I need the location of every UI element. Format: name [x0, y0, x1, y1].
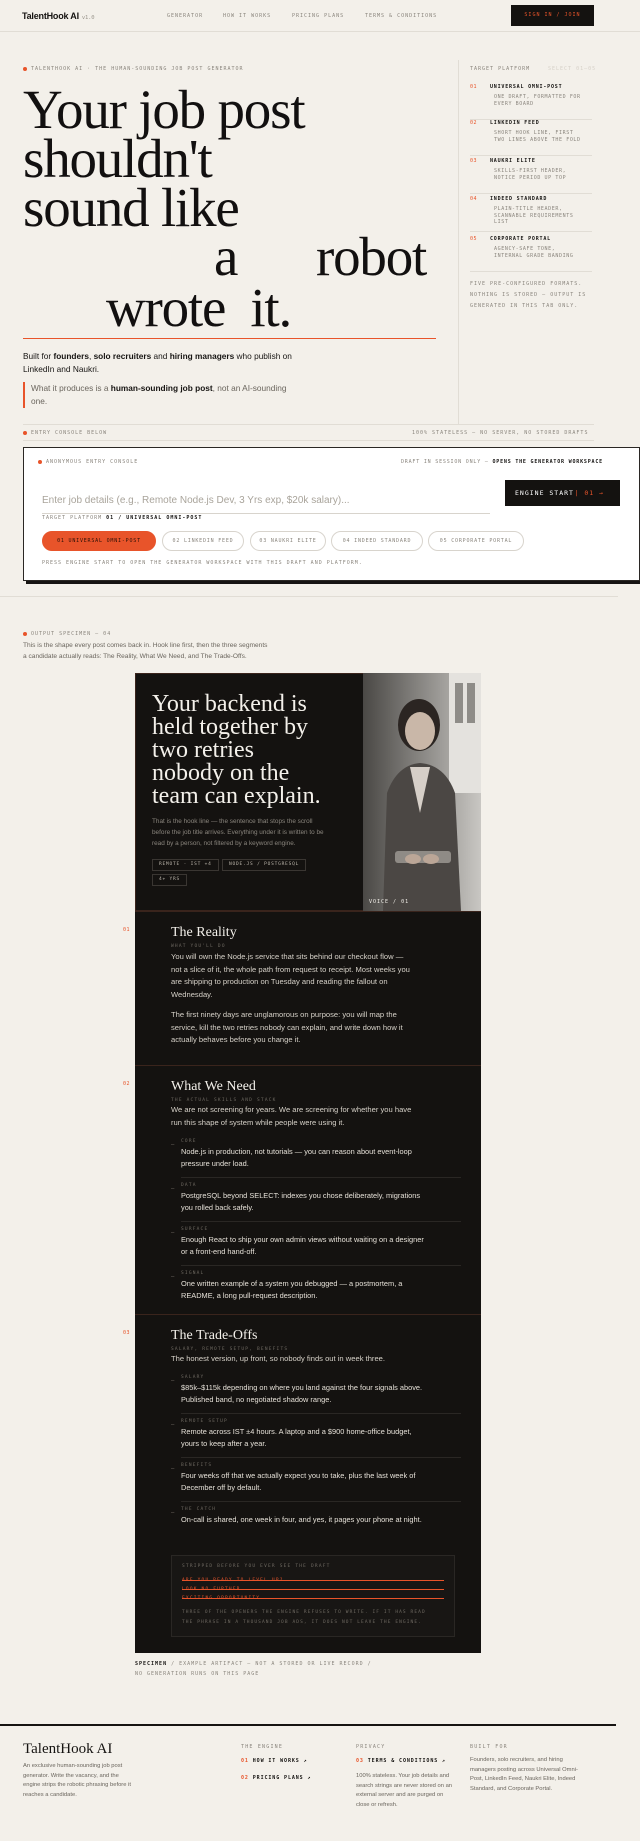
footer-desc-line: engine strips the robotic phrasing before it — [23, 1782, 131, 1788]
trade-num: 03 — [123, 1330, 131, 1336]
row-text — [181, 1426, 461, 1449]
row-text — [181, 1470, 461, 1493]
hero-divider — [23, 338, 436, 339]
section-divider — [135, 911, 481, 912]
output-desc-line: This is the shape every post comes back in. Hook line first, then the three segments — [23, 642, 268, 649]
need-intro — [171, 1104, 461, 1129]
platform-desc-line: SCANNABLE REQUIREMENTS — [494, 212, 574, 219]
dash-icon: – — [171, 1142, 175, 1148]
row-line: yours to keep after a year. — [181, 1438, 267, 1448]
platform-desc-line: ONE DRAFT, FORMATTED FOR — [494, 94, 581, 100]
nav-how-it-works[interactable]: HOW IT WORKS — [223, 13, 272, 19]
spec-row — [171, 1271, 461, 1301]
stripped-item — [182, 1576, 444, 1585]
target-label-text: TARGET PLATFORM — [42, 515, 103, 521]
platform-num: 04 — [470, 196, 478, 202]
brand-name: TalentHook AI — [22, 11, 79, 21]
row-line: pressure under load. — [181, 1158, 249, 1168]
trade-title: The Trade-Offs — [171, 1328, 258, 1343]
engine-start-num: | 01 → — [574, 489, 604, 497]
built-line: Founders, solo recruiters, and hiring — [470, 1757, 563, 1763]
platform-title: NAUKRI ELITE — [490, 158, 536, 164]
output-kicker — [23, 631, 111, 637]
console-state-bold: OPENS THE GENERATOR WORKSPACE — [492, 459, 603, 465]
privacy-line: search strings are never stored on an — [356, 1782, 453, 1789]
engine-start-button[interactable] — [505, 480, 620, 506]
spec-row — [171, 1183, 461, 1213]
headline-line: Your backend is — [152, 691, 307, 717]
caption-text-2: NO GENERATION RUNS ON THIS PAGE — [135, 1671, 260, 1677]
accent-dot-icon — [23, 632, 27, 636]
engine-start-label: ENGINE START — [515, 489, 574, 497]
row-label: THE CATCH — [181, 1507, 217, 1512]
strike-line — [182, 1589, 444, 1590]
hero-line-5 — [106, 277, 292, 338]
platform-title: LINKEDIN FEED — [490, 120, 540, 126]
footer-how-it-works[interactable] — [241, 1758, 308, 1764]
built-line: managers posting across Universal Omni- — [470, 1766, 578, 1773]
spec-row — [171, 1419, 461, 1449]
hero-line-1: Your job post — [23, 79, 305, 140]
intro-text: and — [151, 351, 170, 361]
reality-line: actually behaves before you change it. — [171, 1035, 301, 1044]
footer-privacy-heading: PRIVACY — [356, 1744, 386, 1750]
intro-text: , — [88, 351, 94, 361]
row-label: BENEFITS — [181, 1463, 213, 1468]
reality-line: not a slice of it, the whole path from request to receipt. Most weeks you — [171, 964, 410, 974]
brand-logo[interactable] — [22, 11, 94, 21]
job-details-input[interactable]: Enter job details (e.g., Remote Node.js Dev, 3 Yrs exp, $20k salary)... — [42, 488, 490, 514]
built-line: Post, LinkedIn Feed, Naukri Elite, Indeed — [470, 1776, 576, 1782]
intro-text: Built for — [23, 351, 54, 361]
spec-row — [171, 1139, 461, 1169]
stripped-box — [171, 1555, 455, 1637]
platform-num: 03 — [470, 158, 478, 164]
row-line: One written example of a system you debugged — a postmortem, a — [181, 1279, 403, 1288]
dash-icon: – — [171, 1230, 175, 1236]
spec-row — [171, 1227, 461, 1257]
stripped-title: STRIPPED BEFORE YOU EVER SEE THE DRAFT — [182, 1564, 331, 1569]
footer-engine-heading: THE ENGINE — [241, 1744, 284, 1750]
platform-desc — [494, 168, 594, 181]
hero-intro — [23, 350, 303, 376]
badge-remote: REMOTE · IST +4 — [152, 859, 219, 871]
console-title — [38, 459, 138, 465]
footer-desc-line: reaches a candidate. — [23, 1791, 77, 1798]
row-divider — [181, 1457, 461, 1458]
link-label: PRICING PLANS ↗ — [252, 1775, 312, 1781]
accent-dot-icon — [23, 67, 27, 71]
sidebar-note-line: GENERATED IN THIS TAB ONLY. — [470, 303, 579, 309]
headline-line: held together by — [152, 714, 308, 740]
strip-bottom-rule — [23, 440, 594, 441]
hook-note — [152, 816, 324, 849]
output-kicker-text: OUTPUT SPECIMEN — 04 — [31, 631, 112, 637]
stripped-item — [182, 1585, 444, 1594]
stripped-note-line: THE PHRASE IN A THOUSAND JOB ADS, IT DOES NOT LEAVE THE ENGINE. — [182, 1620, 422, 1625]
portrait-photo — [363, 673, 481, 911]
reality-line: service, kill the two retries nobody can explain, and write down how it — [171, 1022, 403, 1032]
stripped-list — [182, 1576, 444, 1603]
row-divider — [181, 1501, 461, 1502]
platform-option-04[interactable] — [470, 196, 592, 232]
footer-desc — [23, 1762, 131, 1800]
sidebar-note — [470, 279, 586, 312]
platform-num: 05 — [470, 236, 478, 242]
row-label: SALARY — [181, 1375, 205, 1380]
need-intro-line: We are not screening for years. We are screening for whether you have — [171, 1105, 412, 1114]
reality-title: The Reality — [171, 925, 237, 940]
nav-generator[interactable]: GENERATOR — [167, 13, 204, 19]
console-state-text: DRAFT IN SESSION ONLY — — [401, 459, 489, 465]
console-hint: PRESS ENGINE START TO OPEN THE GENERATOR WORKSPACE WITH THIS DRAFT AND PLATFORM. — [42, 560, 363, 566]
specimen-card — [123, 673, 481, 1653]
platform-desc-line: LIST — [494, 219, 509, 225]
headline-line: two retries — [152, 737, 254, 763]
dash-icon: – — [171, 1274, 175, 1280]
row-label: DATA — [181, 1183, 197, 1188]
reality-sub: WHAT YOU'LL DO — [171, 944, 226, 949]
portrait-illustration — [363, 673, 481, 911]
trade-sub: SALARY, REMOTE SETUP, BENEFITS — [171, 1347, 289, 1352]
row-text — [181, 1146, 461, 1169]
hero-line-4 — [0, 232, 436, 282]
target-value: 01 / UNIVERSAL OMNI-POST — [106, 515, 203, 521]
row-line: Enough React to ship your own admin views without waiting on a designer — [181, 1235, 424, 1244]
strike-line — [182, 1580, 444, 1581]
row-label: REMOTE SETUP — [181, 1419, 228, 1424]
footer-desc-line: generator. Write the vacancy, and the — [23, 1772, 119, 1779]
row-text — [181, 1514, 461, 1526]
sidebar-title: TARGET PLATFORM — [470, 66, 531, 72]
footer-built-heading: BUILT FOR — [470, 1744, 508, 1750]
row-text — [181, 1234, 461, 1257]
reality-line: Wednesday. — [171, 989, 213, 999]
platform-desc — [494, 206, 594, 226]
pill-corporate[interactable]: 05 CORPORATE PORTAL — [428, 531, 524, 551]
quote-text: , not an AI-sounding one. — [31, 383, 287, 406]
intro-solo-recruiters: solo recruiters — [93, 351, 152, 361]
intro-hiring-managers: hiring managers — [169, 351, 235, 361]
row-line: December off by default. — [181, 1482, 262, 1492]
reality-line: are shipping to production on Tuesday and reading the fallout on — [171, 977, 388, 986]
row-divider — [181, 1221, 461, 1222]
row-line: README, a long pull-request description. — [181, 1290, 318, 1300]
footer-rule — [0, 1724, 616, 1726]
link-num: 02 — [241, 1775, 249, 1781]
stripped-note-line: THREE OF THE OPENERS THE ENGINE REFUSES TO WRITE. IF IT HAS READ — [182, 1610, 426, 1615]
section-divider — [135, 1314, 481, 1315]
headline-line: team can explain. — [152, 783, 321, 809]
row-label: SURFACE — [181, 1227, 209, 1232]
nav-pricing[interactable]: PRICING PLANS — [292, 13, 345, 19]
platform-desc-line: EVERY BOARD — [494, 100, 534, 107]
strike-line — [182, 1598, 444, 1599]
hero-kicker-text: TALENTHOOK AI · THE HUMAN-SOUNDING JOB POST GENERATOR — [31, 66, 244, 72]
platform-option-02[interactable] — [470, 120, 592, 156]
hero-word-robot: robot — [316, 232, 427, 282]
privacy-line: 100% stateless. Your job details and — [356, 1773, 450, 1779]
platform-title: UNIVERSAL OMNI-POST — [490, 84, 563, 90]
badge-stack: NODE.JS / POSTGRESQL — [222, 859, 306, 871]
strip-top-rule — [23, 424, 594, 425]
footer-privacy-desc — [356, 1772, 452, 1810]
row-text — [181, 1382, 461, 1405]
platform-desc — [494, 130, 594, 143]
platform-desc — [494, 94, 594, 107]
spec-row — [171, 1507, 461, 1526]
output-desc-line: a candidate actually reads: The Reality, What We Need, and The Trade-Offs. — [23, 652, 247, 660]
photo-label: VOICE / 01 — [369, 899, 410, 905]
hero-word-it: it. — [250, 277, 292, 338]
dash-icon: – — [171, 1186, 175, 1192]
platform-desc-line: SKILLS-FIRST HEADER, — [494, 168, 567, 174]
sidebar-meta: SELECT 01–05 — [548, 66, 597, 72]
platform-num: 02 — [470, 120, 478, 126]
platform-desc-line: TWO LINES ABOVE THE FOLD — [494, 136, 581, 143]
row-label: CORE — [181, 1139, 197, 1144]
top-nav — [0, 0, 640, 32]
platform-title: INDEED STANDARD — [490, 196, 548, 202]
footer-desc-line: An exclusive human-sounding job post — [23, 1763, 123, 1769]
need-intro-line: run this shape of system while people were using it. — [171, 1117, 345, 1127]
footer-pricing[interactable] — [241, 1775, 311, 1781]
link-label: TERMS & CONDITIONS ↗ — [367, 1758, 446, 1764]
version-label: v1.0 — [81, 15, 95, 21]
quote-bar — [23, 382, 25, 408]
row-line: Published band, no negotiated shadow range. — [181, 1394, 332, 1404]
platform-desc-line: PLAIN-TITLE HEADER, — [494, 206, 563, 212]
hook-note-line: That is the hook line — the sentence that stops the scroll — [152, 818, 313, 825]
sidebar-note-line: NOTHING IS STORED — OUTPUT IS — [470, 292, 587, 298]
row-divider — [181, 1177, 461, 1178]
privacy-line: close or refresh. — [356, 1801, 398, 1808]
hero-quote — [31, 382, 293, 408]
link-label: HOW IT WORKS ↗ — [252, 1758, 308, 1764]
platform-desc-line: AGENCY-SAFE TONE, — [494, 246, 556, 252]
platform-desc — [494, 246, 594, 259]
need-num: 02 — [123, 1081, 131, 1087]
intro-text: who publish on LinkedIn and Naukri. — [23, 351, 292, 374]
target-platform-label — [42, 515, 202, 521]
pill-universal[interactable]: 01 UNIVERSAL OMNI-POST — [42, 531, 156, 551]
intro-founders: founders — [53, 351, 89, 361]
stripped-item — [182, 1594, 444, 1603]
row-line: or a front-end hand-off. — [181, 1246, 257, 1256]
platform-option-05[interactable] — [470, 236, 592, 272]
specimen-headline — [152, 693, 321, 808]
row-divider — [181, 1265, 461, 1266]
reality-p1 — [171, 951, 461, 1001]
platform-title: CORPORATE PORTAL — [490, 236, 551, 242]
hero-word-wrote: wrote — [106, 277, 226, 338]
link-num: 01 — [241, 1758, 249, 1764]
hero-kicker — [23, 66, 244, 72]
row-line: you rolled back safely. — [181, 1202, 254, 1212]
row-line: Remote across IST ±4 hours. A laptop and a $900 home-office budget, — [181, 1427, 412, 1436]
platform-num: 01 — [470, 84, 478, 90]
console-title-text: ANONYMOUS ENTRY CONSOLE — [46, 459, 139, 465]
pill-linkedin[interactable]: 02 LINKEDIN FEED — [162, 531, 244, 551]
hook-note-line: before the job title arrives. Everything under it is written to be — [152, 829, 324, 836]
output-desc — [23, 641, 267, 662]
row-divider — [181, 1413, 461, 1414]
strip-right: 100% STATELESS — NO SERVER, NO STORED DRAFTS — [412, 430, 589, 436]
strip-left — [23, 430, 107, 436]
row-text — [181, 1190, 461, 1213]
accent-dot-icon — [38, 460, 42, 464]
reality-p2 — [171, 1009, 461, 1047]
footer-terms[interactable] — [356, 1758, 446, 1764]
footer-built-desc — [470, 1756, 578, 1794]
dash-icon: – — [171, 1510, 175, 1516]
nav-terms[interactable]: TERMS & CONDITIONS — [365, 13, 438, 19]
accent-dot-icon — [23, 431, 27, 435]
row-line: On-call is shared, one week in four, and yes, it pages your phone at night. — [181, 1515, 422, 1524]
row-text — [181, 1278, 461, 1301]
console-state — [401, 459, 603, 465]
stripped-note — [182, 1608, 426, 1628]
hero-line-3: sound like — [23, 177, 239, 238]
reality-num: 01 — [123, 927, 131, 933]
row-line: PostgreSQL beyond SELECT: indexes you chose deliberately, migrations — [181, 1191, 421, 1200]
spec-row — [171, 1463, 461, 1493]
console-bottom-rule — [0, 596, 618, 597]
caption-text: / EXAMPLE ARTIFACT — NOT A STORED OR LIVE RECORD / — [171, 1661, 372, 1667]
built-line: Standard, and Corporate Portal. — [470, 1785, 553, 1792]
platform-desc-line: INTERNAL GRADE BANDING — [494, 252, 574, 259]
headline-line: nobody on the — [152, 760, 290, 786]
need-sub: THE ACTUAL SKILLS AND STACK — [171, 1098, 277, 1103]
sidebar-divider — [458, 60, 459, 424]
platform-option-03[interactable] — [470, 158, 592, 194]
strip-left-text: ENTRY CONSOLE BELOW — [31, 430, 108, 436]
dash-icon: – — [171, 1466, 175, 1472]
hero-word-a: a — [214, 232, 238, 282]
badge-years: 4+ YRS — [152, 874, 187, 886]
pill-indeed[interactable]: 04 INDEED STANDARD — [331, 531, 423, 551]
entry-console — [23, 447, 640, 581]
sidebar-note-line: FIVE PRE-CONFIGURED FORMATS. — [470, 281, 583, 287]
dash-icon: – — [171, 1378, 175, 1384]
quote-text: What it produces is a — [31, 383, 111, 393]
row-label: SIGNAL — [181, 1271, 205, 1276]
trade-intro: The honest version, up front, so nobody finds out in week three. — [171, 1354, 386, 1363]
reality-line: The first ninety days are unglamorous on purpose: you will map the — [171, 1010, 397, 1019]
specimen-caption — [135, 1659, 372, 1679]
pill-naukri[interactable]: 03 NAUKRI ELITE — [250, 531, 326, 551]
dash-icon: – — [171, 1422, 175, 1428]
row-line: Node.js in production, not tutorials — you can reason about event-loop — [181, 1147, 412, 1156]
platform-desc-line: SHORT HOOK LINE, FIRST — [494, 130, 574, 136]
section-divider — [135, 1065, 481, 1066]
footer-brand[interactable]: TalentHook AI — [23, 1741, 113, 1757]
link-num: 03 — [356, 1758, 364, 1764]
hook-note-line: read by a person, not filtered by a keyword engine. — [152, 840, 296, 847]
row-line: $85k–$115k depending on where you land against the four signals above. — [181, 1383, 423, 1392]
row-line: Four weeks off that we actually expect you to take, plus the last week of — [181, 1471, 416, 1480]
quote-emphasis: human-sounding job post — [110, 383, 213, 393]
sign-in-button[interactable]: SIGN IN / JOIN — [511, 5, 594, 26]
privacy-line: external server and are purged on — [356, 1792, 444, 1798]
caption-bold: SPECIMEN — [135, 1661, 168, 1667]
need-title: What We Need — [171, 1079, 256, 1094]
hero-line-2: shouldn't — [23, 128, 212, 189]
spec-row — [171, 1375, 461, 1405]
reality-line: You will own the Node.js service that sits behind our checkout flow — — [171, 952, 404, 961]
platform-option-01[interactable] — [470, 84, 592, 120]
platform-desc-line: NOTICE PERIOD UP TOP — [494, 174, 567, 181]
